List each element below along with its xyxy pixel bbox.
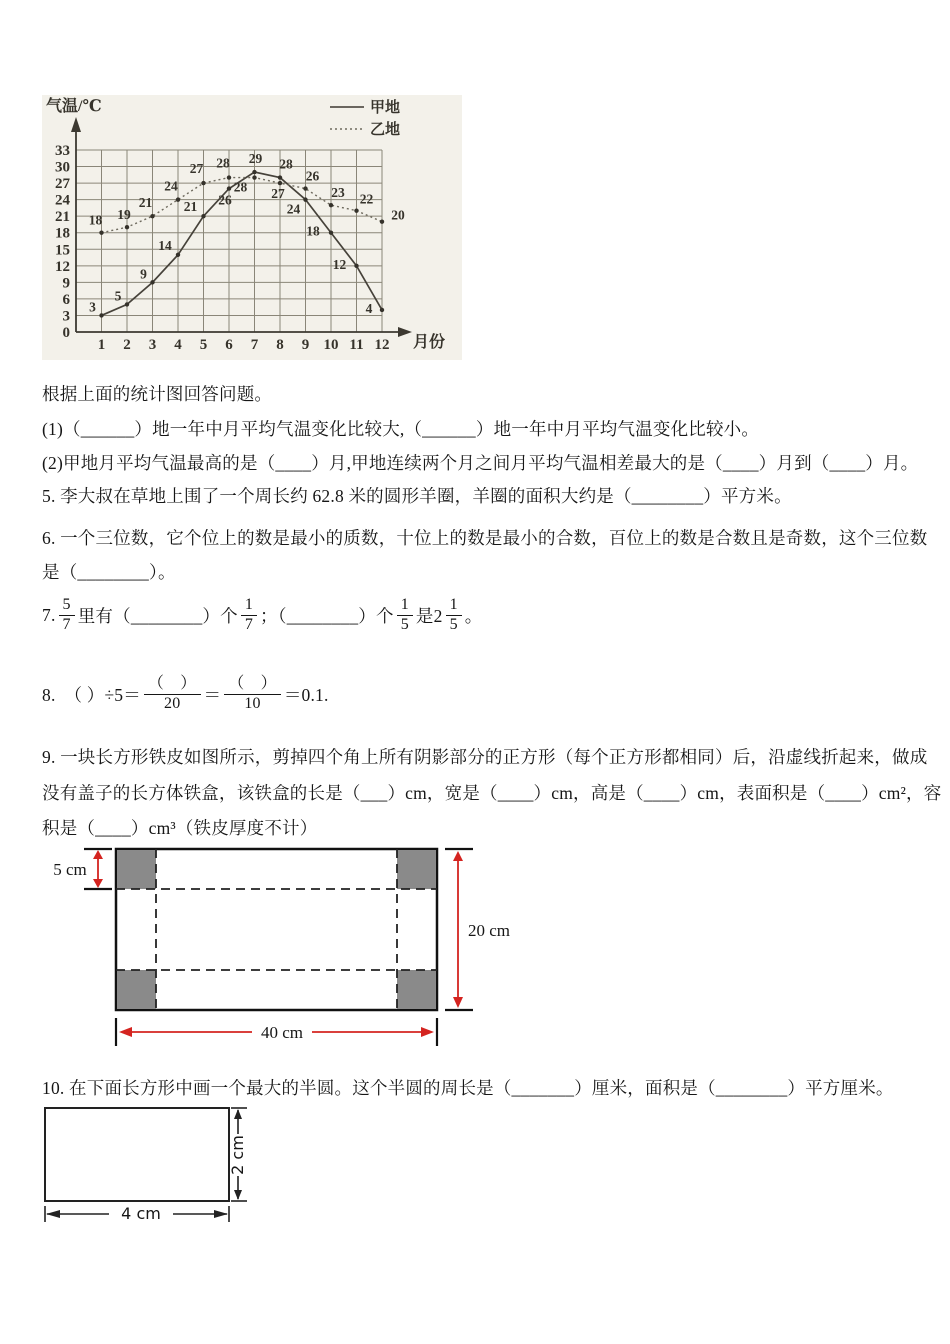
question-1: (1)（______）地一年中月平均气温变化比较大,（______）地一年中月平均气温变化比较小。 xyxy=(42,419,760,439)
svg-text:6: 6 xyxy=(62,291,70,308)
label-40cm: 40 cm xyxy=(260,1023,304,1042)
corner-square-top-right xyxy=(397,850,436,889)
svg-text:15: 15 xyxy=(55,242,70,259)
svg-text:5: 5 xyxy=(114,288,122,304)
arrowhead-20cm-up xyxy=(453,851,463,861)
q8-lead: 8. （ ）÷5＝ xyxy=(42,684,141,705)
q8-equals-2: ＝0.1. xyxy=(283,684,329,705)
svg-text:3: 3 xyxy=(89,299,96,315)
q7-mixed-fraction-1-5: $\frac{1}{5}$ xyxy=(446,596,462,634)
question-7 xyxy=(42,589,482,641)
svg-text:9: 9 xyxy=(140,266,147,282)
question-9-line1: 9. 一块长方形铁皮如图所示，剪掉四个角上所有阴影部分的正方形（每个正方形都相同）后，沿虚线折起来，做成 xyxy=(42,747,928,767)
semicircle-rectangle xyxy=(45,1108,229,1201)
question-9-line3: 积是（____）cm³（铁皮厚度不计） xyxy=(42,818,318,838)
svg-text:7: 7 xyxy=(250,337,259,353)
arrowhead-5cm-down xyxy=(93,879,103,888)
svg-text:18: 18 xyxy=(306,223,320,239)
svg-text:18: 18 xyxy=(88,212,103,228)
q7-fraction-1-5: $\frac{1}{5}$ xyxy=(397,596,413,634)
tin-box-diagram xyxy=(30,840,510,1055)
svg-text:27: 27 xyxy=(55,176,70,193)
q8-fraction-20: $\frac{( )}{20}$ xyxy=(144,675,201,713)
temperature-line-chart xyxy=(42,95,462,360)
svg-text:18: 18 xyxy=(55,225,70,242)
svg-text:12: 12 xyxy=(374,337,390,353)
svg-text:19: 19 xyxy=(117,207,131,223)
q8-equals-1: ＝ xyxy=(203,684,222,705)
svg-text:5: 5 xyxy=(199,337,208,353)
q7-number: 7. xyxy=(42,604,56,625)
label-4cm: 4 cm xyxy=(121,1204,161,1223)
svg-text:30: 30 xyxy=(55,159,70,176)
svg-text:2: 2 xyxy=(123,337,131,353)
svg-text:28: 28 xyxy=(279,156,293,172)
tin-sheet-rectangle xyxy=(116,849,437,1010)
svg-text:乙地: 乙地 xyxy=(370,122,401,138)
arrowhead-40cm-left xyxy=(119,1027,132,1037)
arrowhead-40cm-right xyxy=(421,1027,434,1037)
label-20cm: 20 cm xyxy=(468,921,510,940)
svg-text:3: 3 xyxy=(148,337,157,353)
svg-text:12: 12 xyxy=(55,258,70,275)
svg-text:20: 20 xyxy=(391,207,405,223)
svg-text:月份: 月份 xyxy=(413,334,446,351)
question-2: (2)甲地月平均气温最高的是（____）月,甲地连续两个月之间月平均气温相差最大的是（____）月到（____）月。 xyxy=(42,453,919,473)
svg-text:4: 4 xyxy=(174,337,182,353)
svg-text:14: 14 xyxy=(158,237,172,253)
q7-text-4: 。 xyxy=(464,605,483,626)
arrowhead-2cm-down xyxy=(234,1190,242,1200)
q7-fraction-1-7: $\frac{1}{7}$ xyxy=(241,596,257,634)
svg-text:26: 26 xyxy=(218,192,232,208)
question-10: 10. 在下面长方形中画一个最大的半圆。这个半圆的周长是（_______）厘米，面积是（________）平方厘米。 xyxy=(42,1078,894,1098)
svg-text:21: 21 xyxy=(183,199,198,215)
chart-questions-intro: 根据上面的统计图回答问题。 xyxy=(42,384,273,404)
q8-fraction-10: $\frac{( )}{10}$ xyxy=(224,675,281,713)
q7-text-2: ；（________）个 xyxy=(260,605,394,626)
svg-text:3: 3 xyxy=(62,308,70,325)
arrowhead-5cm-up xyxy=(93,850,103,859)
svg-text:22: 22 xyxy=(359,191,374,207)
svg-text:23: 23 xyxy=(331,185,345,201)
svg-text:27: 27 xyxy=(271,186,285,202)
question-6-line1: 6. 一个三位数，它个位上的数是最小的质数，十位上的数是最小的合数，百位上的数是合数且是奇数，这个三位数 xyxy=(42,528,928,548)
semicircle-rectangle-diagram xyxy=(35,1098,325,1243)
question-9-line2: 没有盖子的长方体铁盒，该铁盒的长是（___）cm，宽是（____）cm，高是（____）cm，表面积是（____）cm²，容 xyxy=(42,783,942,803)
svg-text:24: 24 xyxy=(55,192,70,209)
svg-text:24: 24 xyxy=(286,201,301,217)
svg-text:8: 8 xyxy=(276,337,284,353)
arrowhead-2cm-up xyxy=(234,1109,242,1119)
question-8 xyxy=(42,666,329,722)
question-6-line2: 是（________）。 xyxy=(42,562,176,582)
svg-text:9: 9 xyxy=(301,337,310,353)
corner-square-bottom-left xyxy=(117,970,156,1009)
arrowhead-4cm-left xyxy=(46,1210,60,1218)
svg-text:24: 24 xyxy=(164,178,178,194)
svg-text:26: 26 xyxy=(305,168,320,184)
q7-fraction-5-7: $\frac{5}{7}$ xyxy=(59,596,75,634)
svg-text:21: 21 xyxy=(138,195,153,211)
svg-text:4: 4 xyxy=(365,300,373,316)
q7-text-1: 里有（________）个 xyxy=(77,605,238,626)
corner-square-top-left xyxy=(117,850,156,889)
svg-text:10: 10 xyxy=(323,337,339,353)
arrowhead-20cm-down xyxy=(453,997,463,1008)
svg-text:1: 1 xyxy=(97,337,106,353)
q7-text-3: 是2 xyxy=(415,605,443,626)
svg-text:9: 9 xyxy=(62,275,70,292)
svg-text:28: 28 xyxy=(216,155,230,171)
question-5: 5. 李大叔在草地上围了一个周长约 62.8 米的圆形羊圈，羊圈的面积大约是（________）平方米。 xyxy=(42,486,792,506)
svg-text:6: 6 xyxy=(225,337,233,353)
label-5cm: 5 cm xyxy=(53,860,87,879)
corner-square-bottom-right xyxy=(397,970,436,1009)
temperature-chart-photo xyxy=(42,95,462,360)
svg-text:27: 27 xyxy=(189,161,204,177)
arrowhead-4cm-right xyxy=(214,1210,228,1218)
svg-text:甲地: 甲地 xyxy=(370,100,401,116)
svg-text:12: 12 xyxy=(332,256,347,272)
svg-text:气温/℃: 气温/℃ xyxy=(46,98,102,115)
svg-text:29: 29 xyxy=(248,151,263,167)
svg-text:33: 33 xyxy=(55,143,70,159)
svg-text:28: 28 xyxy=(233,179,248,195)
svg-text:11: 11 xyxy=(349,337,364,353)
svg-text:0: 0 xyxy=(62,325,70,341)
label-2cm: 2 cm xyxy=(228,1135,247,1175)
svg-text:21: 21 xyxy=(55,209,70,226)
